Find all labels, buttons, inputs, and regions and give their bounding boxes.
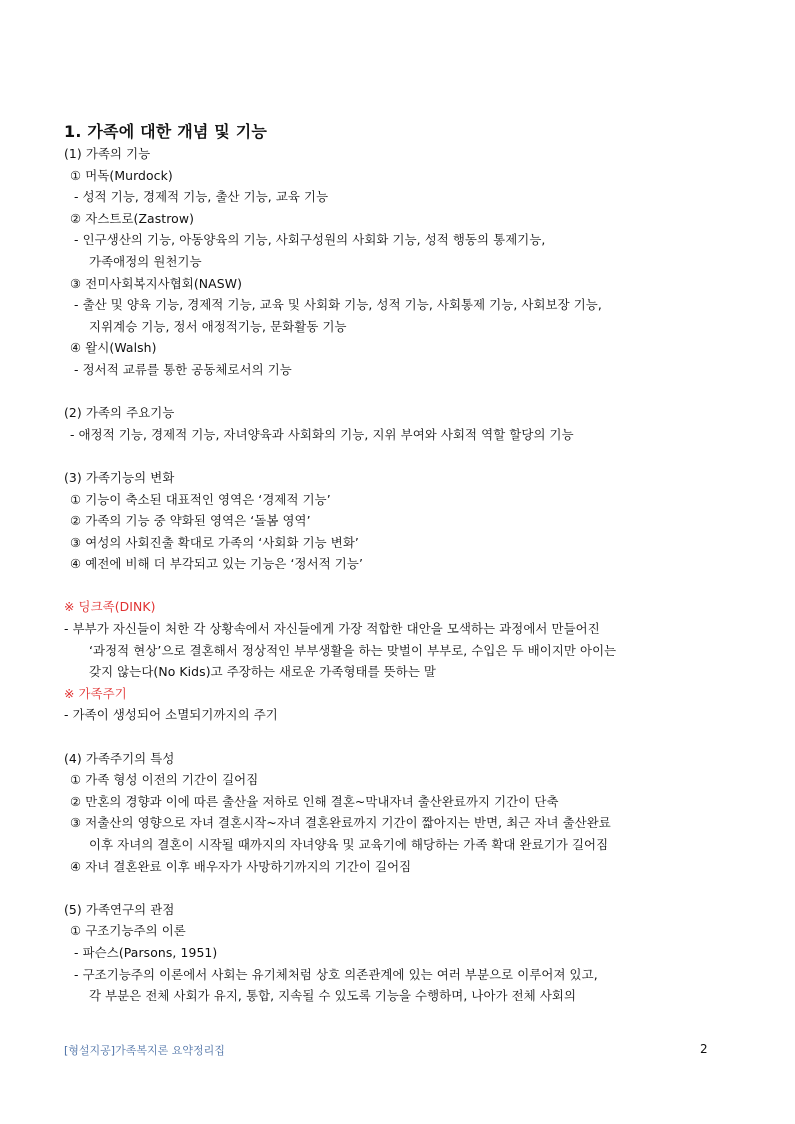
text-line: ① 가족 형성 이전의 기간이 길어짐: [70, 772, 259, 788]
document-body: [64, 143, 744, 1007]
text-line: (5) 가족연구의 관점: [64, 901, 175, 917]
text-line: - 인구생산의 기능, 아동양육의 기능, 사회구성원의 사회화 기능, 성적 행동의 통제기능,: [74, 232, 546, 248]
text-line: ① 구조기능주의 이론: [70, 923, 186, 939]
text-line: ③ 전미사회복지사협회(NASW): [70, 275, 243, 291]
blank-line: [64, 445, 744, 467]
text-line: 이후 자녀의 결혼이 시작될 때까지의 자녀양육 및 교육기에 해당하는 가족 확대 완료기가 길어짐: [89, 837, 609, 852]
text-line: 각 부분은 전체 사회가 유지, 통합, 지속될 수 있도록 기능을 수행하며, 나아가 전체 사회의: [89, 988, 577, 1004]
text-line: ③ 여성의 사회진출 확대로 가족의 ‘사회화 기능 변화’: [70, 534, 359, 550]
text-line: ② 만혼의 경향과 이에 따른 출산율 저하로 인해 결혼~막내자녀 출산완료까지 기간이 단축: [70, 793, 559, 809]
text-line: - 파슨스(Parsons, 1951): [74, 944, 218, 960]
text-line: 가족애정의 원천기능: [89, 253, 202, 269]
blank-line: [64, 726, 744, 748]
text-line: 지위계승 기능, 정서 애정적기능, 문화활동 기능: [89, 318, 347, 334]
blank-line: [64, 381, 744, 403]
text-line: (3) 가족기능의 변화: [64, 469, 175, 485]
footer-book-title: [형설지공]가족복지론 요약정리집: [64, 1044, 225, 1057]
section-title: 1. 가족에 대한 개념 및 기능: [64, 122, 268, 141]
text-line: - 정서적 교류를 통한 공동체로서의 기능: [74, 361, 292, 377]
text-line: - 출산 및 양육 기능, 경제적 기능, 교육 및 사회화 기능, 성적 기능, 사회통제 기능, 사회보장 기능,: [74, 297, 602, 313]
text-line: ① 기능이 축소된 대표적인 영역은 ‘경제적 기능’: [70, 491, 331, 507]
blank-line: [64, 877, 744, 899]
text-line: ④ 예전에 비해 더 부각되고 있는 기능은 ‘정서적 기능’: [70, 556, 363, 572]
text-line: - 가족이 생성되어 소멸되기까지의 주기: [64, 707, 278, 723]
text-line: 갖지 않는다(No Kids)고 주장하는 새로운 가족형태를 뜻하는 말: [89, 664, 437, 680]
text-line: ② 자스트로(Zastrow): [70, 210, 195, 226]
blank-line: [64, 575, 744, 597]
page-number: 2: [700, 1042, 708, 1056]
text-line: ② 가족의 기능 중 약화된 영역은 ‘돌봄 영역’: [70, 513, 311, 529]
text-line: - 구조기능주의 이론에서 사회는 유기체처럼 상호 의존관계에 있는 여러 부분으로 이루어져 있고,: [74, 966, 598, 982]
text-line: ③ 저출산의 영향으로 자녀 결혼시작~자녀 결혼완료까지 기간이 짧아지는 반면, 최근 자녀 출산완료: [70, 815, 611, 831]
text-line: (1) 가족의 기능: [64, 146, 151, 161]
text-line: ④ 자녀 결혼완료 이후 배우자가 사망하기까지의 기간이 길어짐: [70, 858, 412, 874]
text-line: ① 머독(Murdock): [70, 167, 173, 183]
text-line: - 부부가 자신들이 처한 각 상황속에서 자신들에게 가장 적합한 대안을 모색하는 과정에서 만들어진: [64, 621, 600, 637]
text-line: (2) 가족의 주요기능: [64, 405, 175, 421]
text-line: - 성적 기능, 경제적 기능, 출산 기능, 교육 기능: [74, 189, 329, 205]
text-line: ④ 왈시(Walsh): [70, 340, 157, 356]
highlight-heading: ※ 가족주기: [64, 685, 127, 701]
text-line: (4) 가족주기의 특성: [64, 750, 175, 766]
text-line: ‘과정적 현상’으로 결혼해서 정상적인 부부생활을 하는 맞벌이 부부로, 수입은 두 배이지만 아이는: [89, 642, 617, 658]
highlight-heading: ※ 딩크족(DINK): [64, 599, 156, 615]
text-line: - 애정적 기능, 경제적 기능, 자녀양육과 사회화의 기능, 지위 부여와 사회적 역할 할당의 기능: [70, 426, 574, 442]
